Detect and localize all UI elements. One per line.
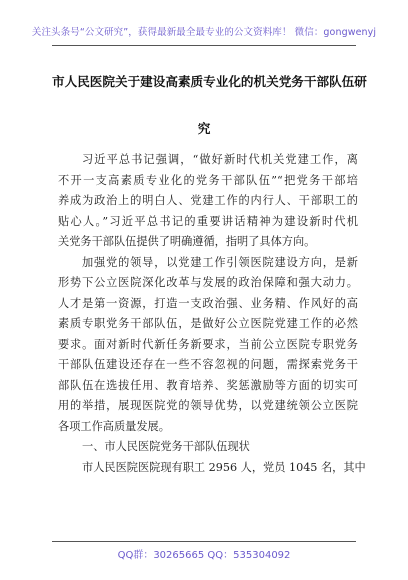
body-line: 干部队伍建设还存在一些不容忽视的问题，需探索党务干 xyxy=(58,358,358,371)
document-title-line-1: 市人民医院关于建设高素质专业化的机关党务干部队伍研 xyxy=(52,74,367,89)
body-line: 素质专职党务干部队伍，是做好公立医院党建工作的必然 xyxy=(58,317,358,330)
body-line: 市人民医院医院现有职工 2956 人，党员 1045 名，其中 xyxy=(82,460,366,474)
body-line: 各项工作高质量发展。 xyxy=(58,419,170,433)
body-line: 用的举措，展现医院党的领导优势，以党建统领公立医院 xyxy=(58,399,358,412)
header-divider xyxy=(52,45,356,46)
footer-contact-text: QQ群：30265665 QQ：535304092 xyxy=(117,550,291,561)
body-line: 不开一支高素质专业化的党务干部队伍”“把党务干部培 xyxy=(58,173,358,187)
body-line: 习近平总书记强调，“做好新时代机关党建工作，离 xyxy=(82,153,358,166)
body-line: 关党务干部队伍提供了明确遵循，指明了具体方向。 xyxy=(58,235,316,248)
body-line: 人才是第一资源，打造一支政治强、业务精、作风好的高 xyxy=(58,296,358,310)
body-line: 要求。面对新时代新任务新要求，当前公立医院专职党务 xyxy=(58,337,358,351)
document-title-line-2: 究 xyxy=(197,121,211,136)
body-line: 贴心人。”习近平总书记的重要讲话精神为建设新时代机 xyxy=(58,214,358,228)
header-promo-text: 关注头条号“公文研究”，获得最新最全最专业的公文资料库！ 微信：gongwenyj xyxy=(31,27,377,38)
document-body xyxy=(58,150,366,478)
body-line: 养成为政治上的明白人、党建工作的内行人、干部职工的 xyxy=(58,194,358,207)
body-line: 形势下公立医院深化改革与发展的政治保障和强大动力。 xyxy=(58,276,358,289)
footer-divider xyxy=(52,541,356,542)
body-line: 部队伍在选拔任用、教育培养、奖惩激励等方面的切实可 xyxy=(58,378,358,392)
body-line: 加强党的领导，以党建工作引领医院建设方向，是新 xyxy=(82,255,358,269)
section-heading: 一、市人民医院党务干部队伍现状 xyxy=(82,440,250,453)
